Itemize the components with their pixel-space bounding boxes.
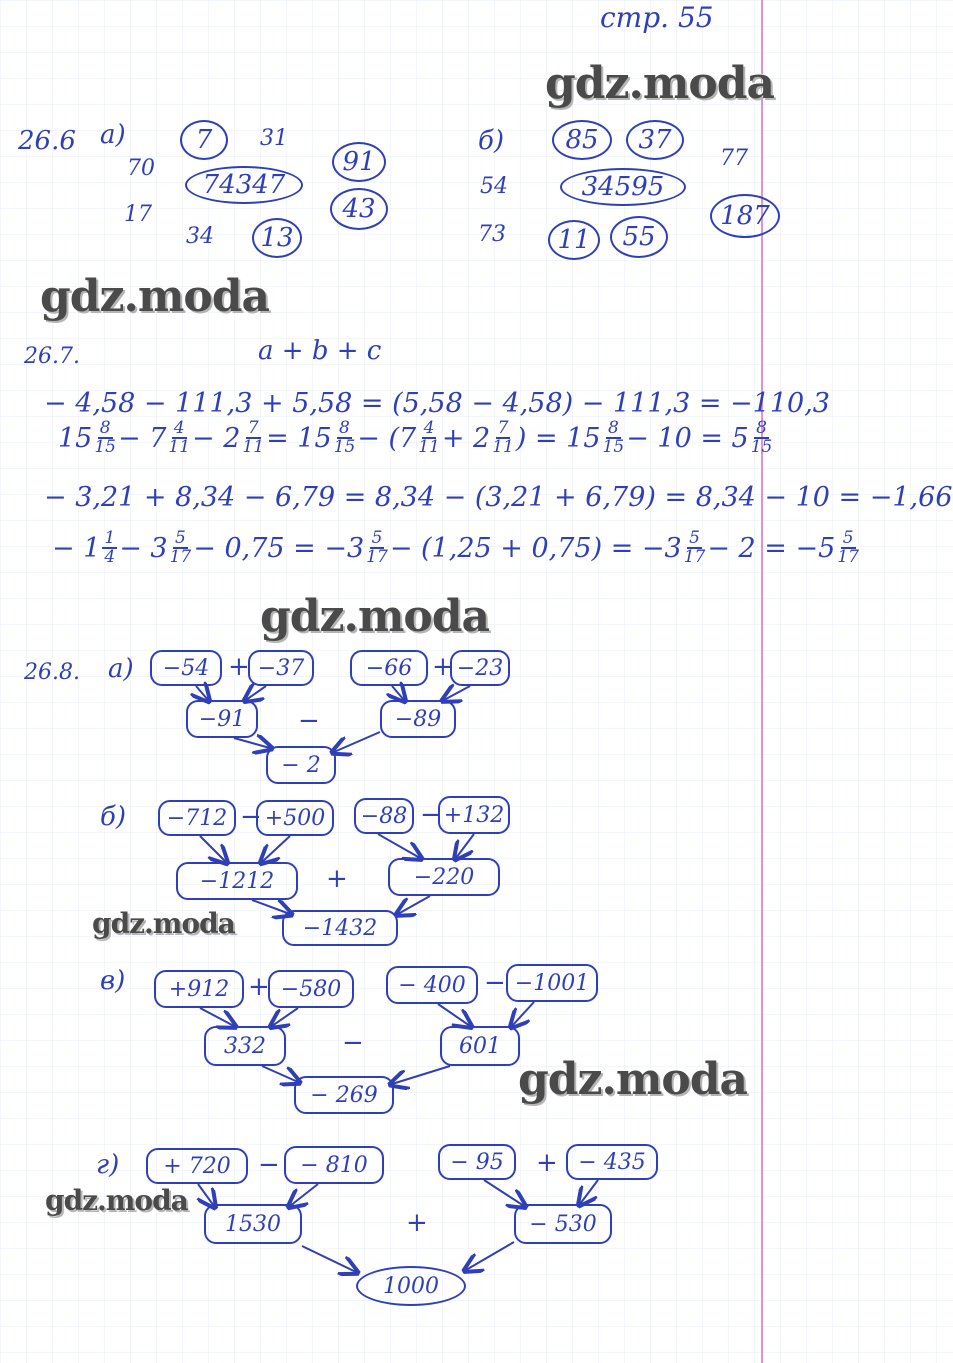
operator: − [342,1028,364,1058]
final-result-box: −1432 [282,910,398,946]
number: 34 [186,224,214,249]
fraction: $\frac{5}{17}$ [366,528,388,567]
operand-box: − 95 [438,1144,516,1180]
term: − 7 [118,422,167,454]
operand-box: − 435 [566,1144,658,1180]
fraction: $\frac{8}{15}$ [333,418,356,457]
arrow [200,836,226,862]
arrow [290,1184,318,1206]
task-number: 26.8. [24,660,80,685]
term: + 2 [441,422,491,454]
hint-formula: a + b + c [258,336,382,366]
watermark: gdz.moda [545,58,775,109]
arrow [512,1002,534,1026]
operand-box: −66 [350,650,428,686]
operand-box: −88 [354,798,414,834]
operand-box: + 720 [146,1148,248,1184]
equation-line: − 3,21 + 8,34 − 6,79 = 8,34 − (3,21 + 6,79) = 8,34 − 10 = −1,66 [44,482,953,513]
arrow [392,1066,450,1084]
arrow [392,686,404,700]
arrow [334,732,380,752]
arrow [398,896,430,914]
circled-number: 85 [552,120,612,160]
arrow [196,686,208,700]
operator: + [406,1208,428,1238]
arrow [262,836,290,862]
arrow [262,1066,298,1082]
part-label: г) [96,1150,120,1180]
watermark: gdz.moda [260,591,490,642]
arrow [252,900,290,914]
fraction: $\frac{1}{4}$ [104,528,116,567]
circled-number: 74347 [185,166,303,204]
circled-number: 34595 [560,168,686,206]
part-label: а) [108,654,134,684]
watermark: gdz.moda [45,1184,188,1217]
term: − (1,25 + 0,75) = −3 [389,532,682,564]
result-box: −220 [388,858,500,896]
arrow [234,738,270,748]
operand-box: −54 [150,650,222,686]
watermark: gdz.moda [518,1054,748,1105]
term: − 2 [192,422,241,454]
term: − 3 [119,532,168,564]
operand-box: +500 [256,800,334,836]
term: = 15 [266,422,332,454]
arrow [200,1008,234,1026]
term: − (7 [357,422,417,454]
operand-box: −712 [158,800,236,836]
arrow [456,834,474,858]
task-number: 26.6 [18,126,76,156]
term: 15 [58,422,93,454]
operator: + [248,972,270,1002]
arrow [246,686,266,700]
result-box: −91 [186,700,258,738]
number: 31 [260,126,288,151]
circled-number: 37 [626,120,684,160]
term: − 0,75 = −3 [193,532,365,564]
final-result-box: 1000 [356,1266,466,1306]
number: 54 [480,174,508,199]
circled-number: 11 [548,220,600,260]
final-result-box: − 2 [266,746,336,784]
operand-box: − 400 [386,966,478,1004]
operand-box: +912 [154,970,244,1008]
part-label: а) [100,120,126,150]
number: 77 [720,146,748,171]
fraction: $\frac{4}{11}$ [168,418,191,457]
circled-number: 43 [330,188,388,230]
circled-number: 55 [610,216,668,258]
result-box: − 530 [514,1204,612,1244]
part-label: б) [478,126,505,156]
operator: − [258,1150,280,1180]
fraction: $\frac{5}{17}$ [837,528,859,567]
operator: − [484,968,506,998]
arrow [378,834,420,858]
operand-box: − 810 [284,1146,384,1184]
operand-box: −1001 [506,964,598,1002]
term: ) = 15 [515,422,601,454]
operand-box: +132 [438,796,510,834]
fraction: $\frac{8}{15}$ [750,418,773,457]
arrow [438,1004,470,1026]
number: 73 [478,222,506,247]
result-box: 332 [204,1026,286,1066]
arrow [444,686,470,700]
task-number: 26.7. [24,344,80,369]
number: 70 [127,156,155,181]
number: 17 [124,202,152,227]
operand-box: −580 [268,970,354,1008]
fraction: $\frac{7}{11}$ [492,418,514,457]
circled-number: 7 [180,120,228,160]
operand-box: −37 [248,650,314,686]
result-box: −1212 [176,862,298,900]
arrow [484,1180,524,1206]
operator: − [420,800,442,830]
fraction: $\frac{8}{15}$ [602,418,625,457]
fraction: $\frac{5}{17}$ [683,528,706,567]
operator: + [536,1148,558,1178]
part-label: б) [100,802,127,832]
arrow [302,1246,356,1272]
operator: − [298,706,320,736]
fraction: $\frac{4}{11}$ [418,418,440,457]
arrow [198,1184,214,1206]
result-box: −89 [380,700,456,738]
fraction: $\frac{5}{17}$ [169,528,192,567]
fraction: $\frac{8}{15}$ [94,418,116,457]
part-label: в) [100,966,126,996]
arrow [466,1242,514,1270]
circled-number: 187 [710,194,780,238]
operand-box: −23 [450,650,510,686]
term: − 2 = −5 [707,532,836,564]
final-result-box: − 269 [294,1076,394,1114]
watermark: gdz.moda [40,271,270,322]
term: − 10 = 5 [626,422,749,454]
arrow [272,1008,298,1026]
fraction: $\frac{7}{11}$ [242,418,265,457]
circled-number: 13 [252,218,302,258]
operator: + [228,652,250,682]
operator: + [432,652,454,682]
circled-number: 91 [332,142,386,182]
page-label: стр. 55 [600,1,714,34]
term: − 1 [52,532,101,564]
watermark: gdz.moda [92,907,235,940]
operator: + [326,864,348,894]
equation-line: − 4,58 − 111,3 + 5,58 = (5,58 − 4,58) − 111,3 = −110,3 [44,388,830,419]
arrow [580,1180,598,1204]
result-box: 1530 [204,1204,302,1244]
operator: − [240,802,262,832]
result-box: 601 [440,1026,520,1066]
